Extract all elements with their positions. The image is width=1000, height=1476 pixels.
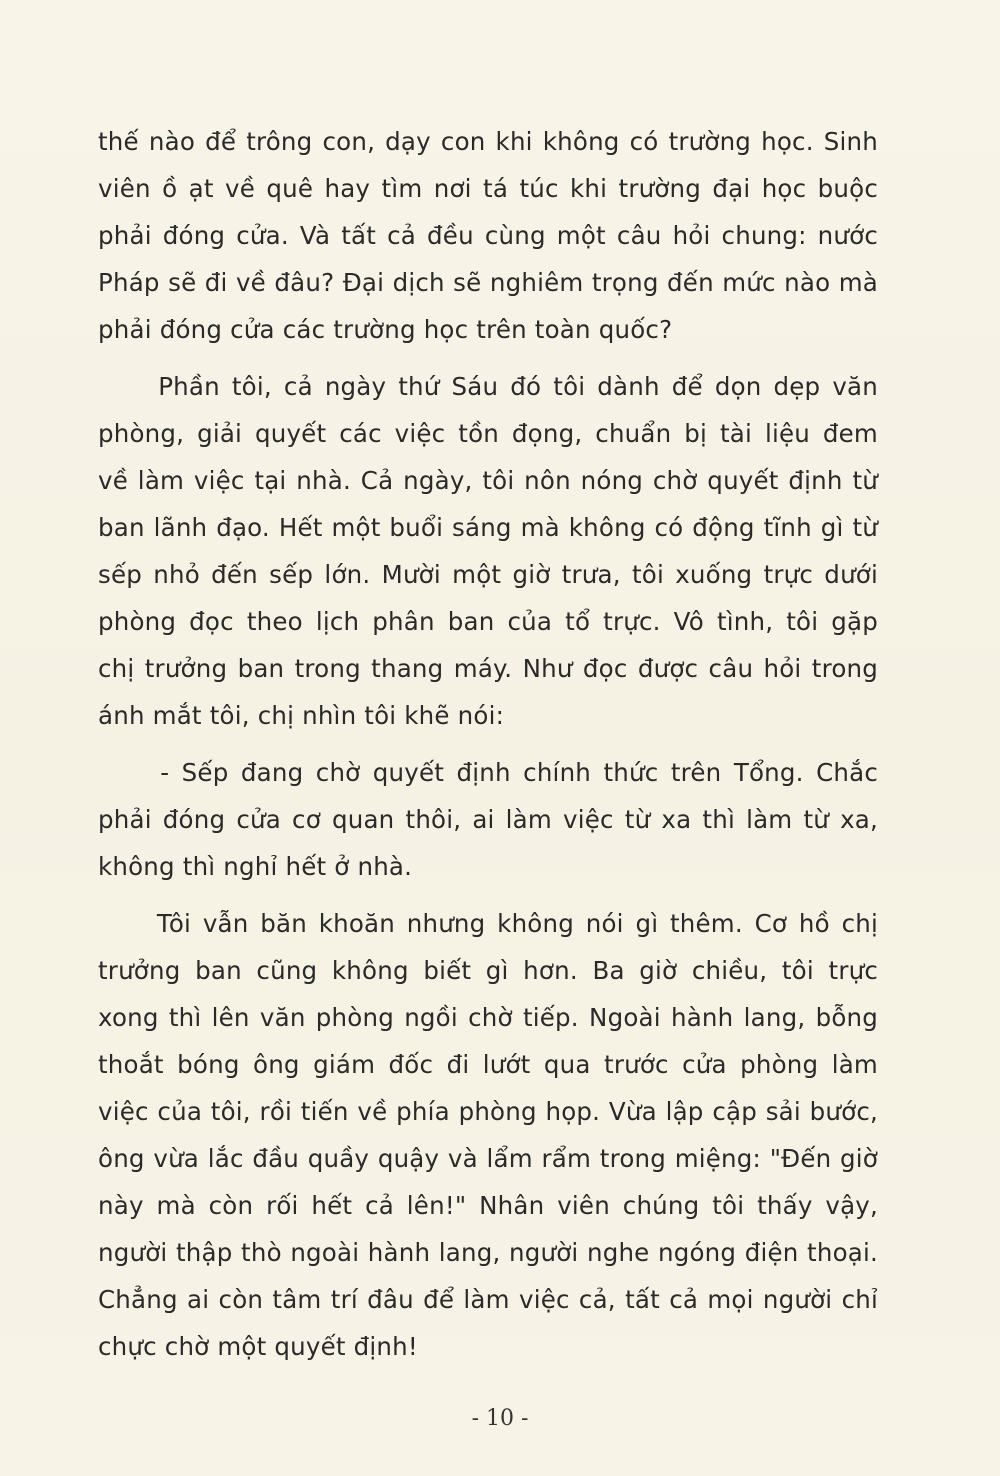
text-line: việc của tôi, rồi tiến về phía phòng họp. Vừa lập cập sải bước, [98, 1097, 878, 1126]
text-line: sếp nhỏ đến sếp lớn. Mười một giờ trưa, tôi xuống trực dưới [98, 560, 878, 589]
text-line: Phần tôi, cả ngày thứ Sáu đó tôi dành để dọn dẹp văn [98, 372, 878, 401]
text-line: phải đóng cửa. Và tất cả đều cùng một câu hỏi chung: nước [98, 221, 878, 250]
text-line: phòng đọc theo lịch phân ban của tổ trực. Vô tình, tôi gặp [98, 607, 878, 636]
text-line: Chẳng ai còn tâm trí đâu để làm việc cả, tất cả mọi người chỉ [98, 1285, 878, 1314]
text-line: chực chờ một quyết định! [98, 1332, 418, 1361]
text-line: viên ồ ạt về quê hay tìm nơi tá túc khi trường đại học buộc [98, 174, 878, 203]
paragraph [98, 749, 878, 890]
text-line: ánh mắt tôi, chị nhìn tôi khẽ nói: [98, 701, 505, 730]
text-line: thế nào để trông con, dạy con khi không có trường học. Sinh [98, 127, 878, 156]
page-number: - 10 - [471, 1406, 529, 1431]
paragraph [98, 363, 878, 739]
text-line: - Sếp đang chờ quyết định chính thức trên Tổng. Chắc [98, 758, 878, 787]
text-line: trưởng ban cũng không biết gì hơn. Ba giờ chiều, tôi trực [98, 956, 878, 985]
text-line: phải đóng cửa cơ quan thôi, ai làm việc từ xa thì làm từ xa, [98, 805, 878, 834]
text-line: không thì nghỉ hết ở nhà. [98, 852, 413, 881]
text-line: Pháp sẽ đi về đâu? Đại dịch sẽ nghiêm trọng đến mức nào mà [98, 268, 878, 297]
text-line: xong thì lên văn phòng ngồi chờ tiếp. Ngoài hành lang, bỗng [98, 1003, 878, 1032]
text-line: này mà còn rối hết cả lên!" Nhân viên chúng tôi thấy vậy, [98, 1191, 878, 1220]
text-line: về làm việc tại nhà. Cả ngày, tôi nôn nóng chờ quyết định từ [98, 466, 878, 495]
text-line: thoắt bóng ông giám đốc đi lướt qua trước cửa phòng làm [98, 1050, 878, 1079]
text-line: Tôi vẫn băn khoăn nhưng không nói gì thêm. Cơ hồ chị [98, 909, 878, 938]
text-line: chị trưởng ban trong thang máy. Như đọc được câu hỏi trong [98, 654, 878, 683]
paragraph [98, 118, 878, 353]
text-line: ban lãnh đạo. Hết một buổi sáng mà không có động tĩnh gì từ [98, 513, 878, 542]
text-line: phải đóng cửa các trường học trên toàn quốc? [98, 315, 673, 344]
text-line: người thập thò ngoài hành lang, người nghe ngóng điện thoại. [98, 1238, 878, 1267]
text-line: ông vừa lắc đầu quầy quậy và lẩm rẩm trong miệng: "Đến giờ [98, 1144, 878, 1173]
body-text [98, 118, 878, 1380]
text-line: phòng, giải quyết các việc tồn đọng, chuẩn bị tài liệu đem [98, 419, 878, 448]
paragraph [98, 900, 878, 1370]
